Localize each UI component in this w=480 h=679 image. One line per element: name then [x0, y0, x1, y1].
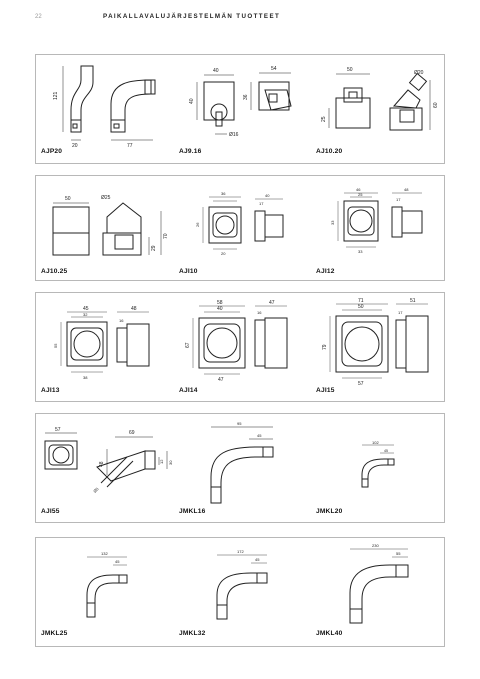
- dim-label: 55: [396, 551, 401, 556]
- aji55-drawing: [41, 419, 181, 509]
- page-header: PAIKALLAVALUJÄRJESTELMÄN TUOTTEET: [103, 13, 281, 20]
- dim-label: 51: [410, 298, 416, 304]
- dim-label: 54: [271, 66, 277, 72]
- aji15-drawing: [316, 298, 446, 388]
- aj1025-drawing: [41, 181, 171, 269]
- jmkl40-drawing: [316, 543, 436, 633]
- aji12-drawing: [316, 181, 436, 269]
- dim-label: 67: [185, 342, 191, 348]
- dim-label: 57: [358, 381, 364, 387]
- panel-row-4: [35, 413, 445, 523]
- dim-label: 16: [257, 310, 262, 315]
- dim-label: 45: [115, 559, 120, 564]
- product-label: AJI13: [41, 387, 60, 394]
- dim-label: 47: [218, 377, 224, 383]
- dim-label: 32: [83, 312, 88, 317]
- dim-label: 17: [259, 201, 264, 206]
- dim-label: Ø16: [229, 132, 239, 138]
- dim-label: 71: [358, 298, 364, 304]
- dim-label: 29: [151, 245, 157, 251]
- product-label: JMKL20: [316, 508, 343, 515]
- dim-label: 45: [384, 449, 388, 453]
- dim-label: 17: [398, 310, 403, 315]
- dim-label: 70: [163, 233, 169, 239]
- jmkl25-drawing: [41, 543, 161, 633]
- jmkl20-drawing: [316, 419, 436, 509]
- product-label: AJI15: [316, 387, 335, 394]
- dim-label: 26: [195, 222, 200, 227]
- jmkl32-drawing: [179, 543, 299, 633]
- dim-label: 48: [404, 187, 409, 192]
- aj1020-drawing: [316, 60, 446, 150]
- dim-label: Ø25: [101, 195, 111, 201]
- dim-label: 17: [396, 197, 401, 202]
- dim-label: 50: [347, 67, 353, 73]
- dim-label: 33: [358, 249, 363, 254]
- dim-label: Ø20: [414, 70, 424, 76]
- panel-row-1: [35, 54, 445, 164]
- dim-label: 121: [53, 91, 59, 100]
- dim-label: 45: [83, 306, 89, 312]
- panel-row-3: [35, 292, 445, 402]
- product-label: AJI55: [41, 508, 60, 515]
- dim-label: 16: [119, 318, 124, 323]
- dim-label: 55: [53, 343, 58, 348]
- dim-label: 50: [358, 304, 364, 310]
- dim-label: 45: [255, 557, 260, 562]
- dim-label: 69: [129, 430, 135, 436]
- dim-label: 30: [168, 460, 173, 465]
- dim-label: 40: [213, 68, 219, 74]
- product-label: AJI10: [179, 268, 198, 275]
- dim-label: 33: [330, 220, 335, 225]
- dim-label: 79: [322, 344, 328, 350]
- dim-label: 20: [72, 143, 78, 149]
- aji10-drawing: [179, 181, 299, 269]
- dim-label: 40: [189, 98, 195, 104]
- dim-label: 77: [127, 143, 133, 149]
- dim-label: 25: [358, 192, 363, 197]
- dim-label: 230: [372, 543, 379, 548]
- panel-row-5: [35, 537, 445, 647]
- dim-label: 46: [356, 187, 361, 192]
- dim-label: 172: [237, 549, 244, 554]
- product-label: JMKL32: [179, 630, 206, 637]
- aji14-drawing: [179, 298, 309, 388]
- jmkl16-drawing: [179, 419, 299, 509]
- product-label: AJ10.20: [316, 148, 343, 155]
- panel-row-2: [35, 175, 445, 281]
- dim-label: 47: [269, 300, 275, 306]
- dim-label: 12: [159, 459, 164, 464]
- product-label: AJ9.16: [179, 148, 202, 155]
- aji13-drawing: [41, 298, 171, 388]
- dim-label: 40: [217, 306, 223, 312]
- product-label: AJI12: [316, 268, 335, 275]
- dim-label: 57: [55, 427, 61, 433]
- product-label: JMKL25: [41, 630, 68, 637]
- dim-label: 102: [372, 440, 379, 445]
- product-label: AJP20: [41, 148, 63, 155]
- dim-label: 48: [131, 306, 137, 312]
- dim-label: 45: [257, 433, 262, 438]
- page-number: 22: [35, 14, 42, 20]
- dim-label: 132: [101, 551, 108, 556]
- product-label: JMKL16: [179, 508, 206, 515]
- dim-label: 20: [221, 251, 226, 256]
- dim-label: 60: [433, 102, 439, 108]
- aj916-drawing: [179, 60, 309, 150]
- dim-label: 95: [237, 421, 242, 426]
- product-label: AJ10.25: [41, 268, 68, 275]
- dim-label: 38: [83, 375, 88, 380]
- ajp20-drawing: [41, 60, 161, 150]
- dim-label: 58: [217, 300, 223, 306]
- dim-label: 40: [265, 193, 270, 198]
- dim-label: 25: [321, 116, 327, 122]
- dim-label: 48: [99, 461, 105, 467]
- product-label: AJI14: [179, 387, 198, 394]
- dim-label: 36: [221, 191, 226, 196]
- dim-label: 50: [65, 196, 71, 202]
- dim-label: 36: [243, 94, 249, 100]
- product-label: JMKL40: [316, 630, 343, 637]
- dim-label: Ø5: [92, 486, 100, 494]
